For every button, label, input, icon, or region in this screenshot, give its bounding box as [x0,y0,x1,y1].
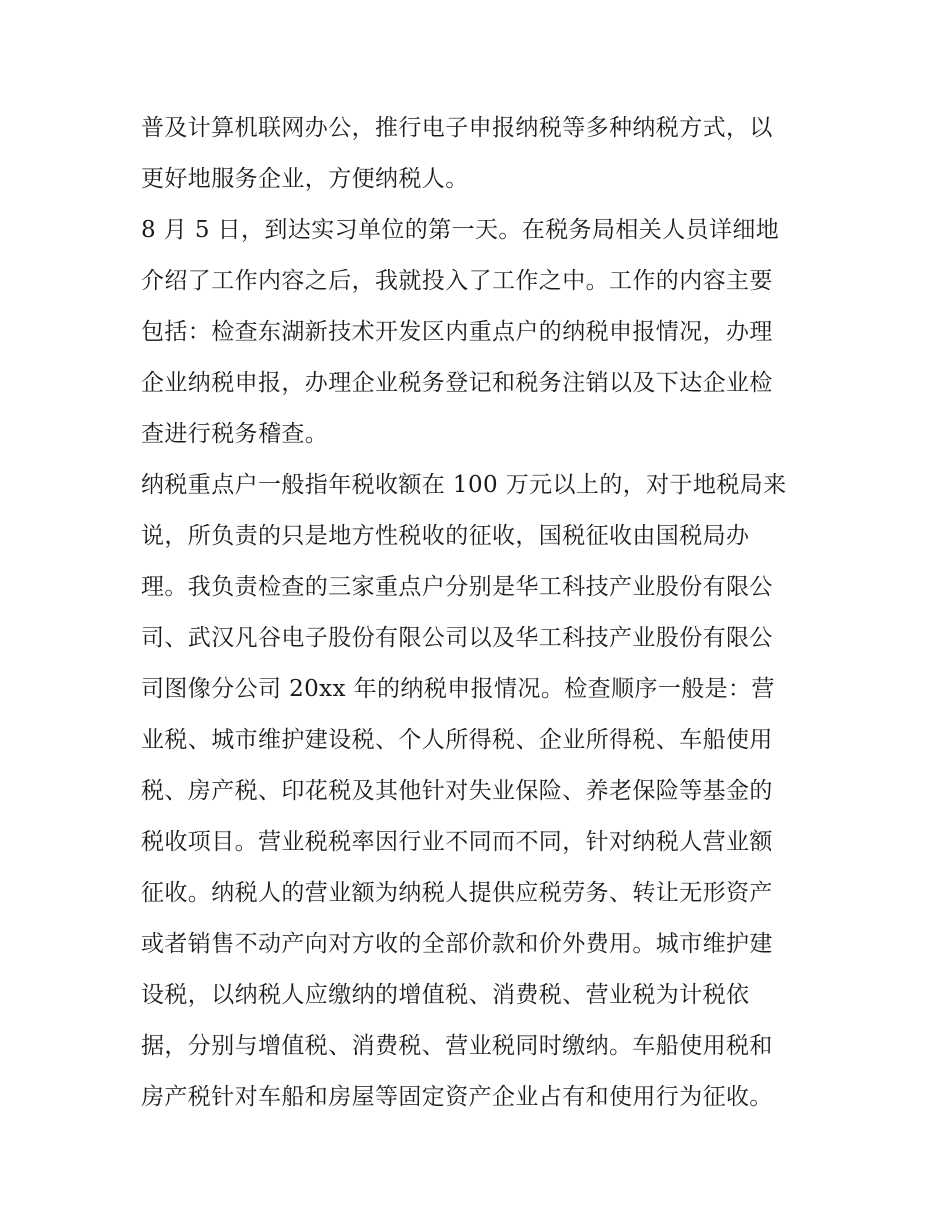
text-line: 包括：检查东湖新技术开发区内重点户的纳税申报情况，办理 [141,319,773,345]
text-line: 据，分别与增值税、消费税、营业税同时缴纳。车船使用税和 [141,1033,773,1059]
text-line: 税、房产税、印花税及其他针对失业保险、养老保险等基金的 [141,778,773,804]
text-line: 设税，以纳税人应缴纳的增值税、消费税、营业税为计税依 [141,982,750,1008]
text-line: 司图像分公司 20xx 年的纳税申报情况。检查顺序一般是：营 [141,676,775,702]
text-line: 查进行税务稽查。 [141,421,329,447]
text-line: 业税、城市维护建设税、个人所得税、企业所得税、车船使用 [141,727,773,753]
text-line: 纳税重点户一般指年税收额在 100 万元以上的，对于地税局来 [141,472,787,498]
text-line: 司、武汉凡谷电子股份有限公司以及华工科技产业股份有限公 [141,625,773,651]
text-line: 更好地服务企业，方便纳税人。 [141,166,469,192]
text-line: 介绍了工作内容之后，我就投入了工作之中。工作的内容主要 [141,268,773,294]
text-line: 说，所负责的只是地方性税收的征收，国税征收由国税局办 [141,523,750,549]
text-line: 征收。纳税人的营业额为纳税人提供应税劳务、转让无形资产 [141,880,773,906]
text-line: 房产税针对车船和房屋等固定资产企业占有和使用行为征收。 [141,1084,773,1110]
text-line: 企业纳税申报，办理企业税务登记和税务注销以及下达企业检 [141,370,773,396]
text-line: 8 月 5 日，到达实习单位的第一天。在税务局相关人员详细地 [141,217,780,243]
text-line: 普及计算机联网办公，推行电子申报纳税等多种纳税方式，以 [141,115,773,141]
text-line: 税收项目。营业税税率因行业不同而不同，针对纳税人营业额 [141,829,773,855]
body-text [141,103,821,1123]
text-line: 或者销售不动产向对方收的全部价款和价外费用。城市维护建 [141,931,773,957]
text-line: 理。我负责检查的三家重点户分别是华工科技产业股份有限公 [141,574,773,600]
